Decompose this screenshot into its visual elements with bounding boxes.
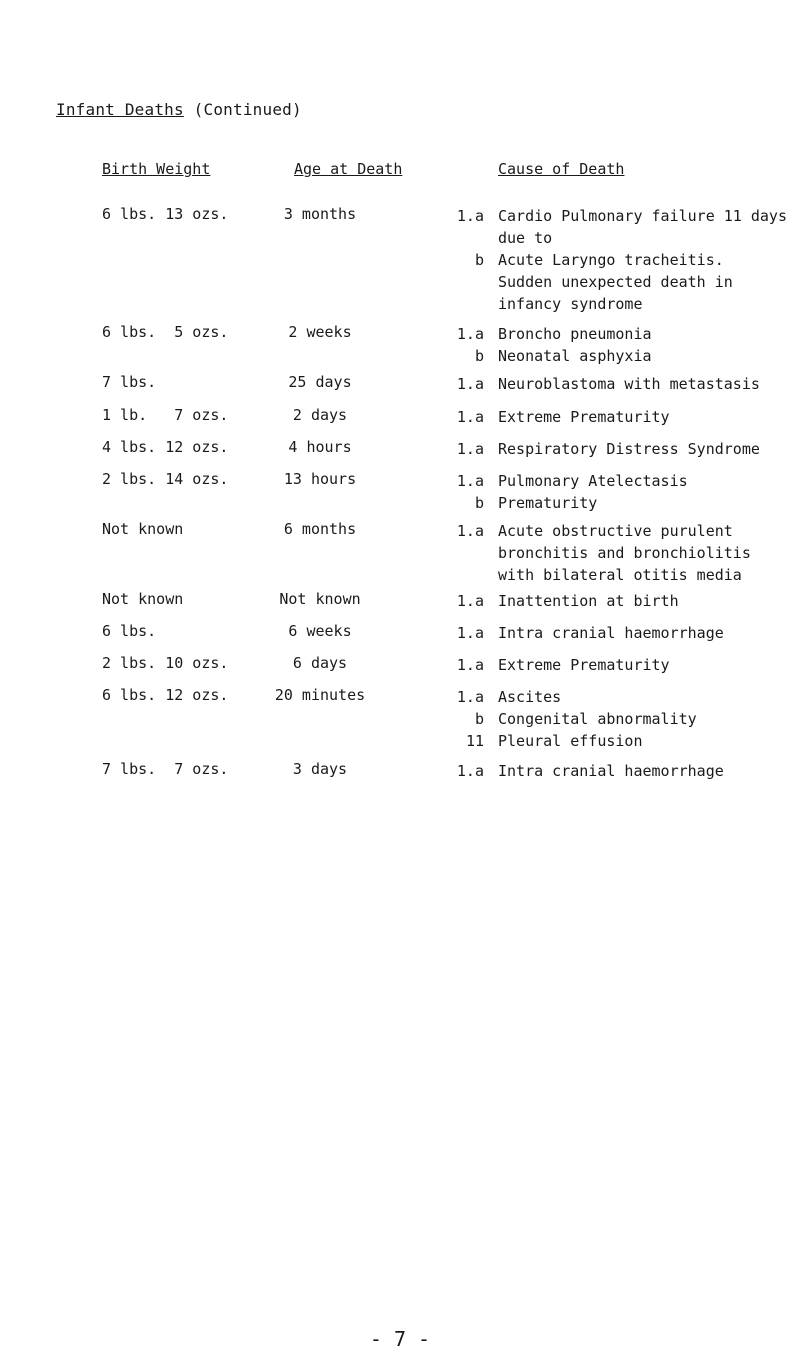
birth-weight-cell: 1 lb. 7 ozs. (102, 406, 229, 424)
cause-code: 1.a (456, 472, 484, 490)
age-at-death-cell: 6 weeks (288, 622, 352, 640)
cause-line: Pulmonary Atelectasis (498, 472, 688, 490)
cause-line: Inattention at birth (498, 592, 679, 610)
age-at-death-cell: 3 months (283, 205, 357, 223)
age-at-death-cell: 13 hours (283, 470, 357, 488)
birth-weight-cell: 6 lbs. 5 ozs. (102, 323, 229, 341)
cause-code: 1.a (456, 592, 484, 610)
cause-code (440, 271, 484, 293)
cause-of-death-cell (498, 590, 798, 612)
cause-of-death-cell (498, 686, 798, 752)
cause-code: 1.a (456, 522, 484, 540)
cause-line: Extreme Prematurity (498, 408, 670, 426)
cause-line: Acute Laryngo tracheitis. (498, 251, 724, 269)
cause-code-cell (440, 406, 484, 428)
cause-line: with bilateral otitis media (498, 566, 742, 584)
age-at-death-cell: 6 days (292, 654, 348, 672)
cause-of-death-cell (498, 622, 798, 644)
page-title-suffix: (Continued) (193, 100, 302, 119)
cause-line: Neuroblastoma with metastasis (498, 375, 760, 393)
cause-code-cell (440, 323, 484, 367)
age-at-death-cell: 25 days (288, 373, 352, 391)
header-birth-weight: Birth Weight (102, 160, 211, 178)
cause-line: Respiratory Distress Syndrome (498, 440, 760, 458)
cause-code: 1.a (456, 375, 484, 393)
cause-line: Extreme Prematurity (498, 656, 670, 674)
cause-of-death-cell (498, 438, 798, 460)
cause-code-cell (440, 520, 484, 586)
birth-weight-cell: 6 lbs. (102, 622, 157, 640)
cause-line: Ascites (498, 688, 562, 706)
cause-code-cell (440, 760, 484, 782)
cause-line: Intra cranial haemorrhage (498, 762, 724, 780)
cause-line: Prematurity (498, 494, 598, 512)
page-title-main: Infant Deaths (56, 100, 184, 119)
cause-code-cell (440, 686, 484, 752)
cause-code-cell (440, 590, 484, 612)
birth-weight-cell: 7 lbs. (102, 373, 157, 391)
cause-code: b (474, 347, 484, 365)
cause-code: b (474, 710, 484, 728)
cause-line: Sudden unexpected death in (498, 273, 733, 291)
birth-weight-cell: 2 lbs. 14 ozs. (102, 470, 229, 488)
age-at-death-cell: 2 weeks (288, 323, 352, 341)
page-title (56, 100, 302, 119)
cause-code-cell (440, 205, 484, 315)
cause-line: infancy syndrome (498, 295, 643, 313)
cause-line: Intra cranial haemorrhage (498, 624, 724, 642)
age-at-death-cell: Not known (279, 590, 361, 608)
cause-of-death-cell (498, 373, 798, 395)
age-at-death-cell: 6 months (283, 520, 357, 538)
cause-code: 1.a (456, 207, 484, 225)
cause-line: due to (498, 229, 553, 247)
cause-line: Broncho pneumonia (498, 325, 652, 343)
cause-code: 1.a (456, 325, 484, 343)
cause-code: 1.a (456, 440, 484, 458)
cause-code: 1.a (456, 408, 484, 426)
cause-of-death-cell (498, 205, 798, 315)
cause-line: bronchitis and bronchiolitis (498, 544, 751, 562)
cause-code: b (474, 494, 484, 512)
cause-code-cell (440, 470, 484, 514)
age-at-death-cell: 3 days (292, 760, 348, 778)
birth-weight-cell: Not known (102, 520, 184, 538)
age-at-death-cell: 4 hours (288, 438, 352, 456)
cause-code-cell (440, 373, 484, 395)
cause-code: 1.a (456, 656, 484, 674)
cause-code: b (474, 251, 484, 269)
page-number: - 7 - (369, 1327, 431, 1351)
cause-of-death-cell (498, 323, 798, 367)
birth-weight-cell: 4 lbs. 12 ozs. (102, 438, 229, 456)
cause-line: Congenital abnormality (498, 710, 697, 728)
cause-of-death-cell (498, 760, 798, 782)
birth-weight-cell: 6 lbs. 12 ozs. (102, 686, 229, 704)
cause-code (440, 564, 484, 586)
header-cause-of-death: Cause of Death (498, 160, 625, 178)
cause-code-cell (440, 622, 484, 644)
cause-of-death-cell (498, 654, 798, 676)
cause-code-cell (440, 438, 484, 460)
cause-code (440, 293, 484, 315)
cause-code: 1.a (456, 624, 484, 642)
cause-code: 11 (465, 732, 484, 750)
birth-weight-cell: 6 lbs. 13 ozs. (102, 205, 229, 223)
cause-of-death-cell (498, 520, 798, 586)
cause-code-cell (440, 654, 484, 676)
cause-code: 1.a (456, 688, 484, 706)
age-at-death-cell: 20 minutes (274, 686, 366, 704)
cause-line: Cardio Pulmonary failure 11 days (498, 207, 787, 225)
birth-weight-cell: Not known (102, 590, 184, 608)
cause-of-death-cell (498, 406, 798, 428)
cause-code: 1.a (456, 762, 484, 780)
cause-line: Acute obstructive purulent (498, 522, 733, 540)
cause-line: Pleural effusion (498, 732, 643, 750)
birth-weight-cell: 2 lbs. 10 ozs. (102, 654, 229, 672)
cause-code (440, 227, 484, 249)
header-age-at-death: Age at Death (294, 160, 403, 178)
cause-code (440, 542, 484, 564)
cause-of-death-cell (498, 470, 798, 514)
age-at-death-cell: 2 days (292, 406, 348, 424)
cause-line: Neonatal asphyxia (498, 347, 652, 365)
birth-weight-cell: 7 lbs. 7 ozs. (102, 760, 229, 778)
